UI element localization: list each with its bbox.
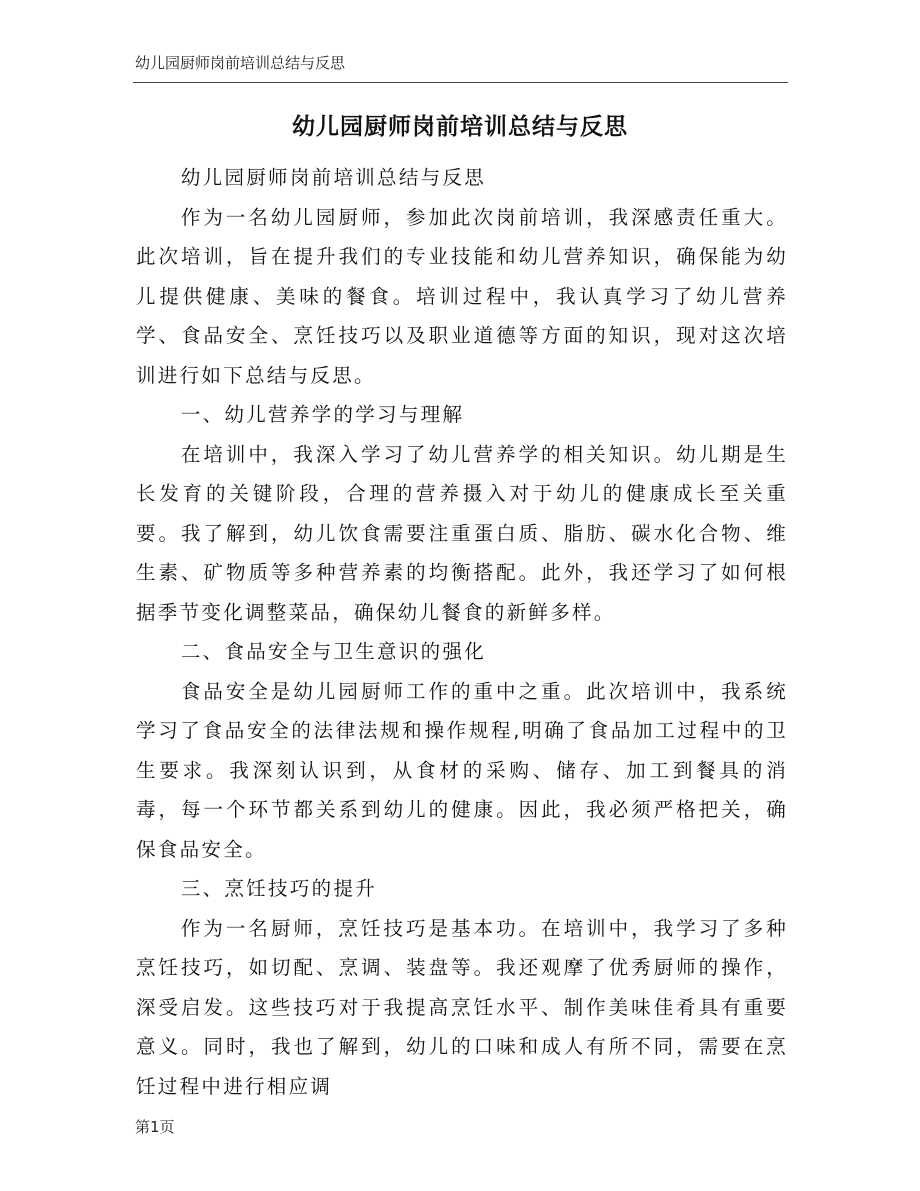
running-header: 幼儿园厨师岗前培训总结与反思 xyxy=(135,54,346,72)
section-heading-1: 一、幼儿营养学的学习与理解 xyxy=(180,403,465,426)
section-heading-3: 三、烹饪技巧的提升 xyxy=(180,877,378,900)
document-body xyxy=(136,158,788,1106)
header-divider xyxy=(133,82,788,83)
document-title: 幼儿园厨师岗前培训总结与反思 xyxy=(292,114,628,140)
section-heading-2: 二、食品安全与卫生意识的强化 xyxy=(180,640,487,663)
section-paragraph-1: 在培训中，我深入学习了幼儿营养学的相关知识。幼儿期是生长发育的关键阶段，合理的营养摄入对于幼儿的健康成长至关重要。我了解到，幼儿饮食需要注重蛋白质、脂肪、碳水化合物、维生素、矿物质等多种营养素的均衡搭配。此外，我还学习了如何根据季节变化调整菜品，确保幼儿餐食的新鲜多样。 xyxy=(136,442,788,624)
section-paragraph-2: 食品安全是幼儿园厨师工作的重中之重。此次培训中，我系统学习了食品安全的法律法规和操作规程,明确了食品加工过程中的卫生要求。我深刻认识到，从食材的采购、储存、加工到餐具的消毒，每一个环节都关系到幼儿的健康。因此，我必须严格把关，确保食品安全。 xyxy=(136,679,788,861)
intro-paragraph: 作为一名幼儿园厨师，参加此次岗前培训，我深感责任重大。此次培训，旨在提升我们的专业技能和幼儿营养知识，确保能为幼儿提供健康、美味的餐食。培训过程中，我认真学习了幼儿营养学、食品安全、烹饪技巧以及职业道德等方面的知识，现对这次培训进行如下总结与反思。 xyxy=(136,205,788,387)
section-paragraph-3: 作为一名厨师，烹饪技巧是基本功。在培训中，我学习了多种烹饪技巧，如切配、烹调、装盘等。我还观摩了优秀厨师的操作，深受启发。这些技巧对于我提高烹饪水平、制作美味佳肴具有重要意义。同时，我也了解到，幼儿的口味和成人有所不同，需要在烹饪过程中进行相应调 xyxy=(136,916,788,1098)
page-number: 第1页 xyxy=(135,1118,175,1136)
subtitle-paragraph: 幼儿园厨师岗前培训总结与反思 xyxy=(180,166,487,189)
